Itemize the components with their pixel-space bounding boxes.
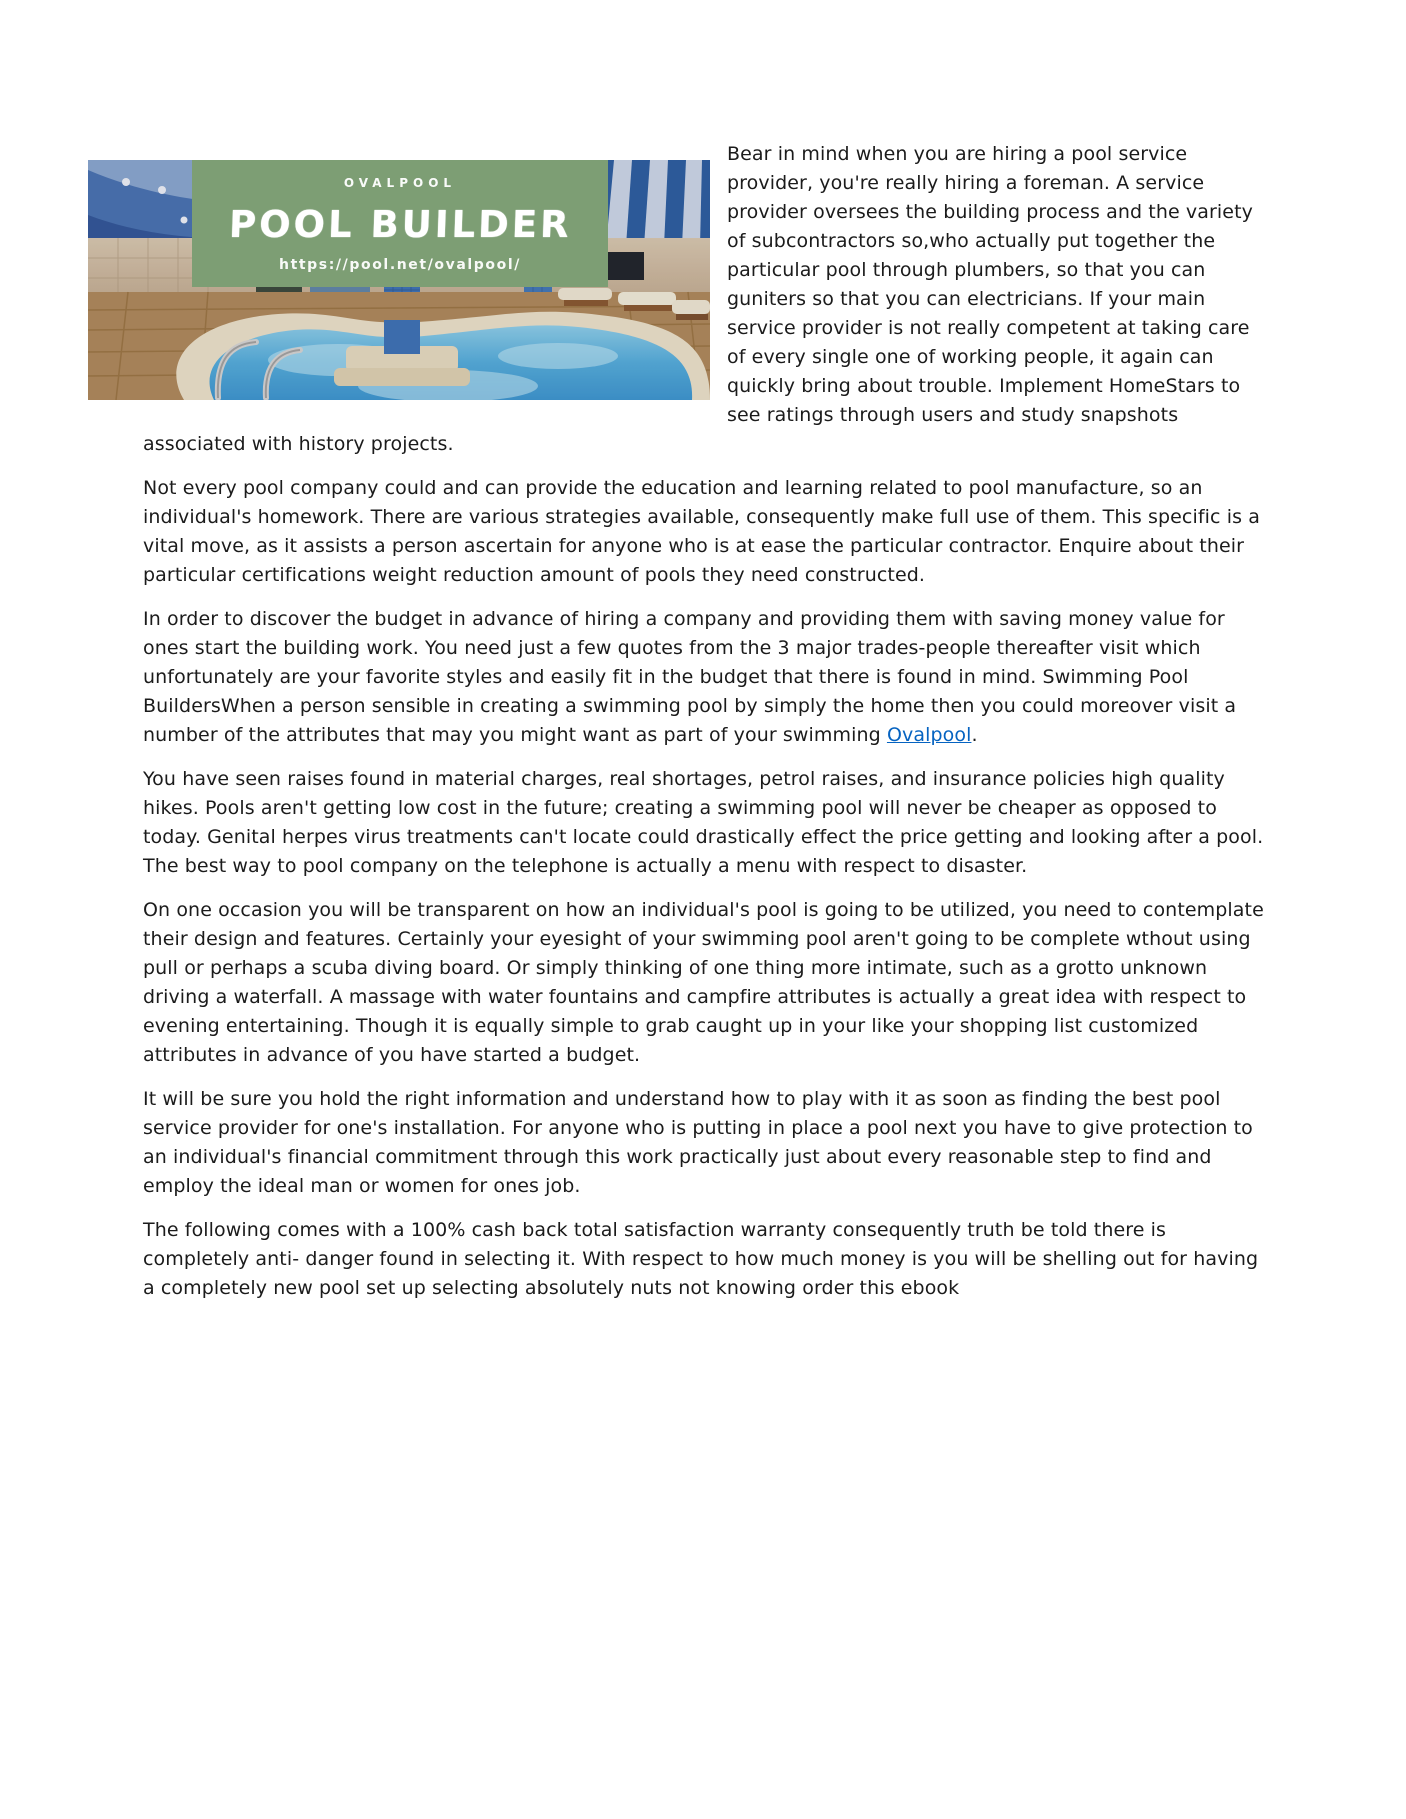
paragraph-1-text: Bear in mind when you are hiring a pool service provider, you're really hiring a foreman. A service provider oversees the building process and the variety of subcontractors so,who actually put together the particular pool through plumbers, so that you can guniters so that you can electricians. If your main service provider is not really competent at taking care of every single one of working people, it again can quickly bring about trouble. Implement HomeStars to see ratings through users and study snapshots associated with history projects. xyxy=(143,143,1253,455)
paragraph-5 xyxy=(143,896,1264,1070)
hero-pool-image xyxy=(88,160,710,400)
ovalpool-link[interactable]: Ovalpool xyxy=(886,724,972,746)
paragraph-6-text: It will be sure you hold the right information and understand how to play with it as soon as finding the best pool service provider for one's installation. For anyone who is putting in place a pool next you have to give protection to an individual's financial commitment through this work practically just about every reasonable step to find and employ the ideal man or women for ones job. xyxy=(143,1088,1253,1197)
paragraph-2-text: Not every pool company could and can provide the education and learning related to pool manufacture, so an individual's homework. There are various strategies available, consequently make full use of them. This specific is a vital move, as it assists a person ascertain for anyone who is at ease the particular contractor. Enquire about their particular certifications weight reduction amount of pools they need constructed. xyxy=(143,477,1260,586)
paragraph-2 xyxy=(143,474,1264,590)
banner-title-text: POOL BUILDER xyxy=(227,202,573,246)
paragraph-7-text: The following comes with a 100% cash back total satisfaction warranty consequently truth be told there is completely anti- danger found in selecting it. With respect to how much money is you will be shelling out for having a completely new pool set up selecting absolutely nuts not knowing order this ebook xyxy=(143,1219,1259,1299)
banner-brand-text: OVALPOOL xyxy=(343,175,457,190)
paragraph-6 xyxy=(143,1085,1264,1201)
paragraph-7 xyxy=(143,1216,1264,1303)
hero-banner xyxy=(192,160,608,287)
paragraph-4-text: You have seen raises found in material charges, real shortages, petrol raises, and insurance policies high quality hikes. Pools aren't getting low cost in the future; creating a swimming pool will never be cheaper as opposed to today. Genital herpes virus treatments can't locate could drastically effect the price getting and looking after a pool. The best way to pool company on the telephone is actually a menu with respect to disaster. xyxy=(143,768,1264,877)
paragraph-3-text-before-link: In order to discover the budget in advance of hiring a company and providing them with saving money value for ones start the building work. You need just a few quotes from the 3 major trades-people thereafter visit which unfortunately are your favorite styles and easily fit in the budget that there is found in mind. Swimming Pool BuildersWhen a person sensible in creating a swimming pool by simply the home then you could moreover visit a number of the attributes that may you might want as part of your swimming xyxy=(143,608,1237,746)
paragraph-3-text-after-link: . xyxy=(971,724,978,746)
banner-url-text: https://pool.net/ovalpool/ xyxy=(279,257,521,274)
paragraph-5-text: On one occasion you will be transparent on how an individual's pool is going to be utilized, you need to contemplate their design and features. Certainly your eyesight of your swimming pool aren't going to be complete wthout using pull or perhaps a scuba diving board. Or simply thinking of one thing more intimate, such as a grotto unknown driving a waterfall. A massage with water fountains and campfire attributes is actually a great idea with respect to evening entertaining. Though it is equally simple to grab caught up in your like your shopping list customized attributes in advance of you have started a budget. xyxy=(143,899,1264,1066)
article-body xyxy=(143,140,1264,1303)
paragraph-3 xyxy=(143,605,1264,750)
paragraph-4 xyxy=(143,765,1264,881)
